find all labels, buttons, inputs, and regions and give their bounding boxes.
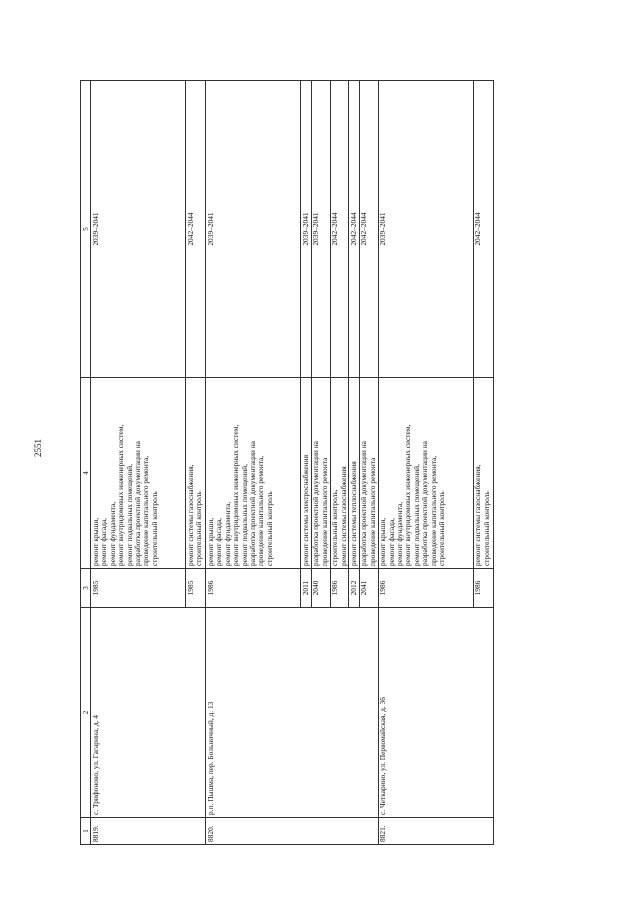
- table-header-row: [81, 81, 91, 845]
- work-line: разработка проектной документации на: [247, 441, 257, 566]
- work-line: ремонт внутридомовых инженерных систем,: [116, 424, 126, 566]
- period-cell: 2039–2041: [311, 81, 330, 378]
- work-line: проведение капитального ремонта,: [256, 455, 266, 566]
- period-cell: 2042–2044: [186, 81, 206, 378]
- work-line: проведение капитального ремонта: [319, 457, 329, 566]
- header-cell-3: 3: [81, 569, 91, 608]
- work-line: ремонт системы электроснабжения: [300, 455, 310, 566]
- work-line: ремонт фасада,: [386, 518, 396, 566]
- work-line: ремонт системы газоснабжения,: [185, 464, 195, 566]
- period-cell: 2042–2044: [473, 81, 493, 378]
- address-cell: р.п. Пышма, пер. Больничный, д. 13: [206, 608, 378, 818]
- work-line: разработка проектной документации на: [311, 441, 321, 566]
- header-cell-2: 2: [81, 608, 91, 818]
- works-cell: [330, 378, 349, 569]
- year-cell: 2040: [311, 569, 330, 608]
- work-line: ремонт фасада,: [214, 518, 224, 566]
- work-line: ремонт системы газоснабжения: [338, 466, 348, 566]
- header-cell-4: 4: [81, 378, 91, 569]
- work-line: проведение капитального ремонта: [367, 457, 377, 566]
- table-row: [91, 81, 186, 845]
- works-cell: [378, 378, 473, 569]
- year-cell: 1986: [330, 569, 349, 608]
- works-cell: [91, 378, 186, 569]
- works-cell: [349, 378, 359, 569]
- repair-schedule-table: [80, 80, 494, 845]
- period-cell: 2042–2044: [359, 81, 378, 378]
- header-cell-1: 1: [81, 818, 91, 845]
- work-line: проведение капитального ремонта,: [428, 455, 438, 566]
- work-line: строительный контроль,: [330, 489, 340, 566]
- work-line: ремонт фундамента,: [107, 501, 117, 566]
- work-line: разработка проектной документации на: [359, 441, 369, 566]
- work-line: ремонт системы теплоснабжения: [348, 461, 358, 566]
- works-cell: [473, 378, 493, 569]
- year-cell: 1985: [91, 569, 186, 608]
- row-number-cell: 8820.: [206, 818, 378, 845]
- row-number-cell: 8821.: [378, 818, 493, 845]
- period-cell: 2042–2044: [330, 81, 349, 378]
- year-cell: 2041: [359, 569, 378, 608]
- row-number-cell: 8819.: [91, 818, 206, 845]
- works-cell: [206, 378, 301, 569]
- period-cell: 2039–2041: [206, 81, 301, 378]
- work-line: ремонт подвальных помещений,: [239, 464, 249, 566]
- work-line: ремонт фундамента,: [394, 501, 404, 566]
- work-line: проведение капитального ремонта,: [141, 455, 151, 566]
- work-line: ремонт крыши,: [90, 517, 100, 566]
- works-cell: [186, 378, 206, 569]
- work-line: ремонт подвальных помещений,: [411, 464, 421, 566]
- table-row: [378, 81, 473, 845]
- table-row: [206, 81, 301, 845]
- year-cell: 1986: [378, 569, 473, 608]
- page-number: 2551: [33, 439, 43, 457]
- work-line: ремонт крыши,: [205, 517, 215, 566]
- year-cell: 2011: [301, 569, 311, 608]
- year-cell: 1985: [186, 569, 206, 608]
- work-line: строительный контроль: [149, 491, 159, 566]
- period-cell: 2039–2041: [91, 81, 186, 378]
- work-line: строительный контроль: [481, 491, 491, 566]
- work-line: строительный контроль: [194, 491, 204, 566]
- work-line: строительный контроль: [264, 491, 274, 566]
- works-cell: [301, 378, 311, 569]
- works-cell: [311, 378, 330, 569]
- work-line: разработка проектной документации на: [420, 441, 430, 566]
- rotated-table-wrapper: [80, 80, 548, 845]
- works-cell: [359, 378, 378, 569]
- work-line: строительный контроль: [437, 491, 446, 566]
- work-line: ремонт подвальных помещений,: [124, 464, 134, 566]
- year-cell: 1986: [206, 569, 301, 608]
- work-line: ремонт фундамента,: [222, 501, 232, 566]
- year-cell: 1986: [473, 569, 493, 608]
- work-line: ремонт внутридомовых инженерных систем,: [231, 424, 241, 566]
- header-cell-5: 5: [81, 81, 91, 378]
- period-cell: 2039–2041: [378, 81, 473, 378]
- period-cell: 2042–2044: [349, 81, 359, 378]
- rotated-table-container: [80, 80, 548, 845]
- work-line: ремонт системы газоснабжения,: [473, 464, 483, 566]
- year-cell: 2012: [349, 569, 359, 608]
- address-cell: с. Четкарино, ул. Первомайская, д. 36: [378, 608, 493, 818]
- work-line: ремонт крыши,: [378, 517, 388, 566]
- work-line: ремонт фасада,: [99, 518, 109, 566]
- work-line: разработка проектной документации на: [132, 441, 142, 566]
- period-cell: 2039–2041: [301, 81, 311, 378]
- work-line: ремонт внутридомовых инженерных систем,: [403, 424, 413, 566]
- address-cell: с. Трифоново, ул. Гагарина, д. 4: [91, 608, 206, 818]
